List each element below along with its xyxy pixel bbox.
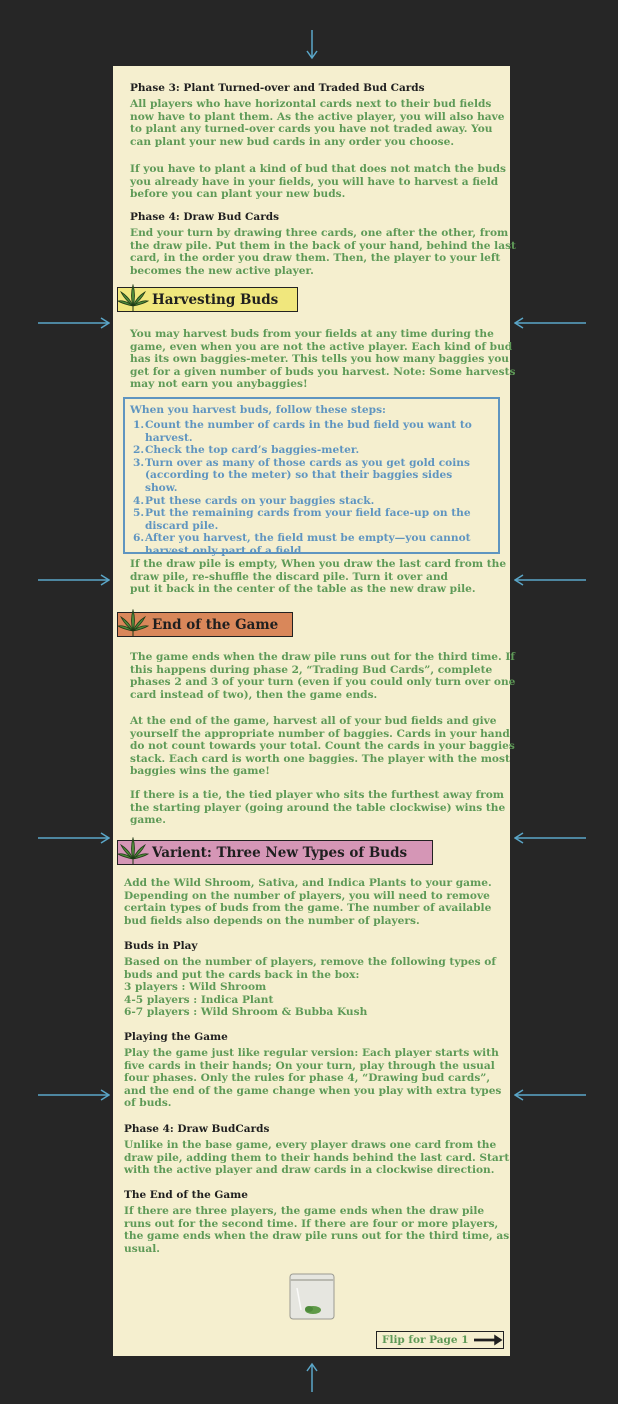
cannabis-leaf-icon — [116, 609, 150, 637]
end-of-game-banner — [117, 612, 293, 637]
guide-arrow-left-icon — [514, 1089, 586, 1101]
harvest-step: 5. Put the remaining cards from your field face-up on the discard pile. — [133, 507, 471, 532]
variant-title: Varient: Three New Types of Buds — [152, 844, 408, 861]
harvest-step: 4. Put these cards on your baggies stack. — [133, 494, 375, 507]
guide-arrow-right-icon — [38, 574, 110, 586]
variant-end-text: If there are three players, the game ends when the draw pile runs out for the second time. If there are four or more players, the game ends when the draw pile runs out for the third time, as usual. — [124, 1205, 510, 1255]
flip-page-label: Flip for Page 1 — [382, 1334, 469, 1346]
harvesting-outro: If the draw pile is empty, When you draw the last card from the draw pile, re-shuffle the discard pile. Turn it over and put it back in the center of the table as the new draw pile. — [130, 558, 507, 596]
guide-arrow-left-icon — [514, 574, 586, 586]
phase4-paragraph: End your turn by drawing three cards, one after the other, from the draw pile. Put them in the back of your hand, behind the last card, in the order you draw them. Then, the player to your left becomes the new active player. — [130, 227, 516, 277]
arrow-right-icon — [474, 1334, 503, 1346]
guide-arrow-right-icon — [38, 832, 110, 844]
guide-arrow-up-icon — [305, 1362, 319, 1392]
buds-in-play-text: Based on the number of players, remove the following types of buds and put the cards back in the box: 3 players : Wild Shroom 4-5 players : Indica Plant 6-7 players : Wild Shroom & Bubba Kush — [124, 956, 496, 1019]
playing-the-game-text: Play the game just like regular version: Each player starts with five cards in their hands; On your turn, play through the usual four phases. Only the rules for phase 4, “Drawing bud cards”, and the end of the game change when you play with extra types of buds. — [124, 1047, 502, 1110]
phase3-heading: Phase 3: Plant Turned-over and Traded Bud Cards — [130, 82, 425, 94]
harvesting-intro: You may harvest buds from your fields at any time during the game, even when you are not the active player. Each kind of bud has its own baggies-meter. This tells you how many baggies you get for a given number of buds you harvest. Note: Some harvests may not earn you anybaggies! — [130, 328, 516, 391]
guide-arrow-right-icon — [38, 1089, 110, 1101]
variant-end-heading: The End of the Game — [124, 1189, 248, 1201]
phase3-paragraph-2: If you have to plant a kind of bud that does not match the buds you already have in your fields, you will have to harvest a field before you can plant your new buds. — [130, 163, 506, 201]
harvesting-buds-title: Harvesting Buds — [152, 291, 279, 308]
endgame-paragraph-2: At the end of the game, harvest all of your bud fields and give yourself the appropriate number of baggies. Cards in your hand do not count towards your total. Count the cards in your baggies stack. Each card is worth one baggies. The player with the most baggies wins the game! — [130, 715, 515, 778]
endgame-paragraph-1: The game ends when the draw pile runs out for the third time. If this happens during phase 2, “Trading Bud Cards”, complete phases 2 and 3 of your turn (even if you could only turn over one card instead of two), then the game ends. — [130, 651, 516, 701]
guide-arrow-left-icon — [514, 317, 586, 329]
draw-budcards-heading: Phase 4: Draw BudCards — [124, 1123, 270, 1135]
cannabis-leaf-icon — [116, 837, 150, 865]
endgame-paragraph-3: If there is a tie, the tied player who sits the furthest away from the starting player (going around the table clockwise) wins the game. — [130, 789, 506, 827]
draw-budcards-text: Unlike in the base game, every player draws one card from the draw pile, adding them to their hands behind the last card. Start with the active player and draw cards in a clockwise direction. — [124, 1139, 510, 1177]
playing-the-game-heading: Playing the Game — [124, 1031, 228, 1043]
flip-page-button[interactable] — [376, 1331, 504, 1349]
cannabis-leaf-icon — [116, 284, 150, 312]
harvest-steps-list — [124, 419, 484, 558]
harvest-steps-intro: When you harvest buds, follow these steps: — [130, 404, 386, 416]
end-of-game-title: End of the Game — [152, 616, 279, 633]
buds-in-play-heading: Buds in Play — [124, 940, 198, 952]
harvesting-buds-banner — [117, 287, 298, 312]
phase3-paragraph-1: All players who have horizontal cards next to their bud fields now have to plant them. As the active player, you will also have to plant any turned-over cards you have not traded away. You can plant your new bud cards in any order you choose. — [130, 98, 505, 148]
variant-intro: Add the Wild Shroom, Sativa, and Indica Plants to your game. Depending on the number of players, you will need to remove certain types of buds from the game. The number of available bud fields also depends on the number of players. — [124, 877, 492, 927]
guide-arrow-down-icon — [305, 30, 319, 60]
harvest-step: 2. Check the top card’s baggies-meter. — [133, 444, 360, 457]
harvest-step: 1. Count the number of cards in the bud field you want to harvest. — [133, 419, 472, 444]
phase4-heading: Phase 4: Draw Bud Cards — [130, 211, 280, 223]
guide-arrow-left-icon — [514, 832, 586, 844]
harvest-step: 6. After you harvest, the field must be empty—you cannot harvest only part of a field. — [133, 532, 471, 557]
guide-arrow-right-icon — [38, 317, 110, 329]
variant-banner — [117, 840, 433, 865]
harvest-step: 3. Turn over as many of those cards as you get gold coins (according to the meter) so that their baggies sides show. — [133, 456, 470, 494]
baggie-icon — [287, 1270, 337, 1322]
